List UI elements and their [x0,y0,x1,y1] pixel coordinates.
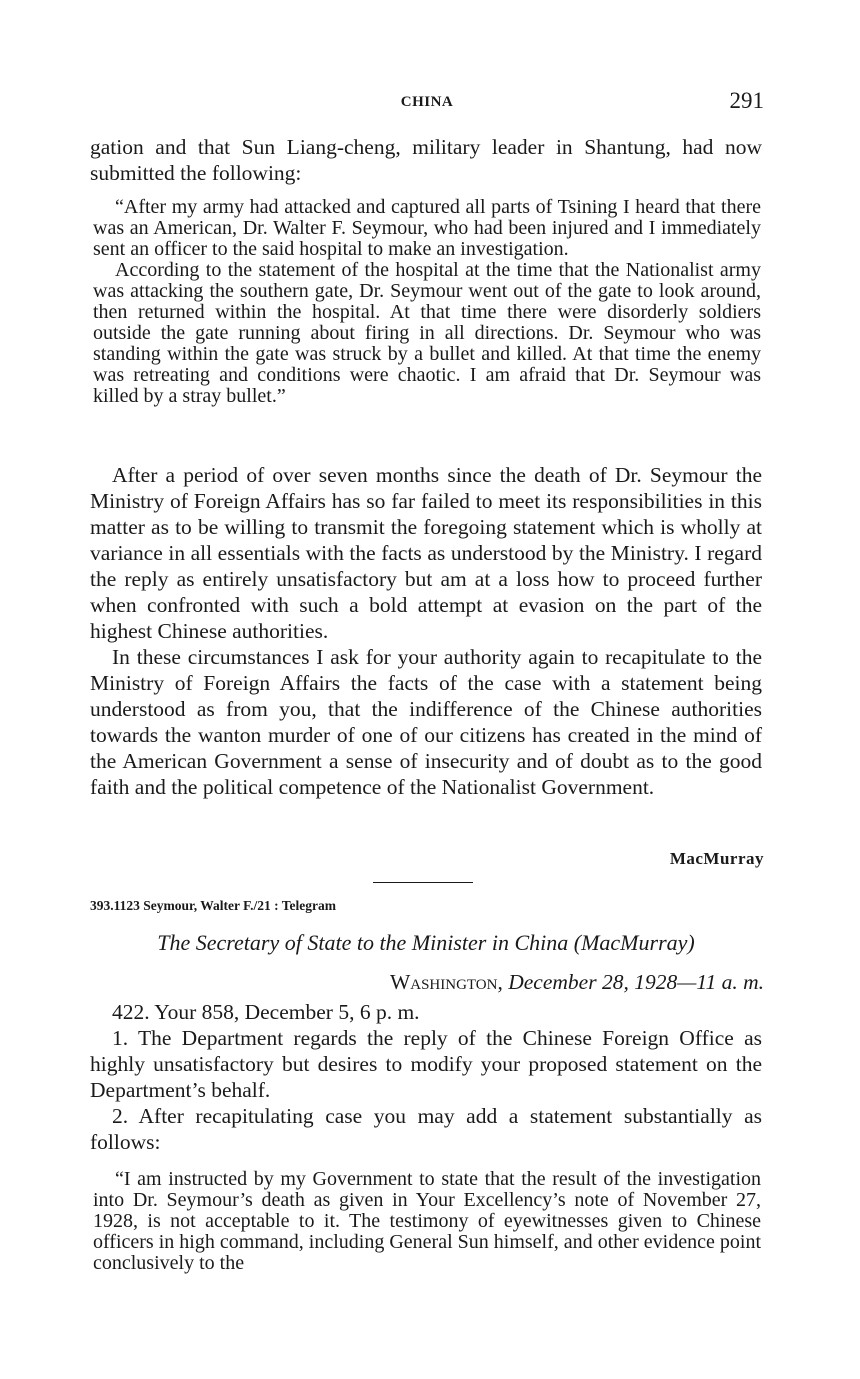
telegram-block [90,999,762,1155]
telegram-paragraph-1: 422. Your 858, December 5, 6 p. m. [112,1000,420,1024]
file-reference: 393.1123 Seymour, Walter F./21 : Telegram [90,898,337,913]
proposed-statement-quote [93,1169,761,1274]
dateline-place: Washington, [389,970,503,994]
quoted-statement-sun [93,197,761,407]
dateline-date: December 28, 1928—11 a. m. [508,970,764,994]
quote-paragraph-1: “After my army had attacked and captured all parts of Tsining I heard that there was an American, Dr. Walter F. Seymour, who had been injured and I immediately sent an officer to the said hospital to make an investigation. [93,196,761,260]
body-paragraph-1: After a period of over seven months since the death of Dr. Seymour the Ministry of Foreign Affairs has so far failed to meet its responsibilities in this matter as to be willing to transmit the foregoing statement which is wholly at variance in all essentials with the facts as understood by the Ministry. I regard the reply as entirely unsatisfactory but am at a loss how to proceed further when confronted with such a bold attempt at evasion on the part of the highest Chinese authorities. [90,463,762,643]
signature: MacMurray [669,849,764,868]
dateline [390,970,764,995]
document-title: The Secretary of State to the Minister in China (MacMurray) [157,930,695,955]
telegram-paragraph-2: 1. The Department regards the reply of the Chinese Foreign Office as highly unsatisfactory but desires to modify your proposed statement on the Department’s behalf. [90,1026,762,1102]
commentary-block [90,462,762,800]
telegram-paragraph-3: 2. After recapitulating case you may add a statement substantially as follows: [90,1104,762,1154]
quote-paragraph-2: According to the statement of the hospital at the time that the Nationalist army was attacking the southern gate, Dr. Seymour went out of the gate to look around, then returned within the hospital. At that time there were disorderly soldiers outside the gate running about firing in all directions. Dr. Seymour who was standing within the gate was struck by a bullet and killed. At that time the enemy was retreating and conditions were chaotic. I am afraid that Dr. Seymour was killed by a stray bullet.” [93,259,761,407]
intro-paragraph: gation and that Sun Liang-cheng, military leader in Shantung, had now submitted the following: [90,135,762,185]
page-header [90,88,764,118]
section-divider [373,882,473,883]
running-head: CHINA [400,94,454,110]
intro-block [90,134,762,186]
proposed-statement-paragraph: “I am instructed by my Government to state that the result of the investigation into Dr. Seymour’s death as given in Your Excellency’s note of November 27, 1928, is not acceptable to it. The testimony of eyewitnesses given to Chinese officers in high command, including General Sun himself, and other evidence point conclusively to the [93,1168,761,1274]
page-number: 291 [729,88,764,113]
body-paragraph-2: In these circumstances I ask for your authority again to recapitulate to the Ministry of Foreign Affairs the facts of the case with a statement being understood as from you, that the indifference of the Chinese authorities towards the wanton murder of one of our citizens has created in the mind of the American Government a sense of insecurity and of doubt as to the good faith and the political competence of the Nationalist Government. [90,645,762,799]
